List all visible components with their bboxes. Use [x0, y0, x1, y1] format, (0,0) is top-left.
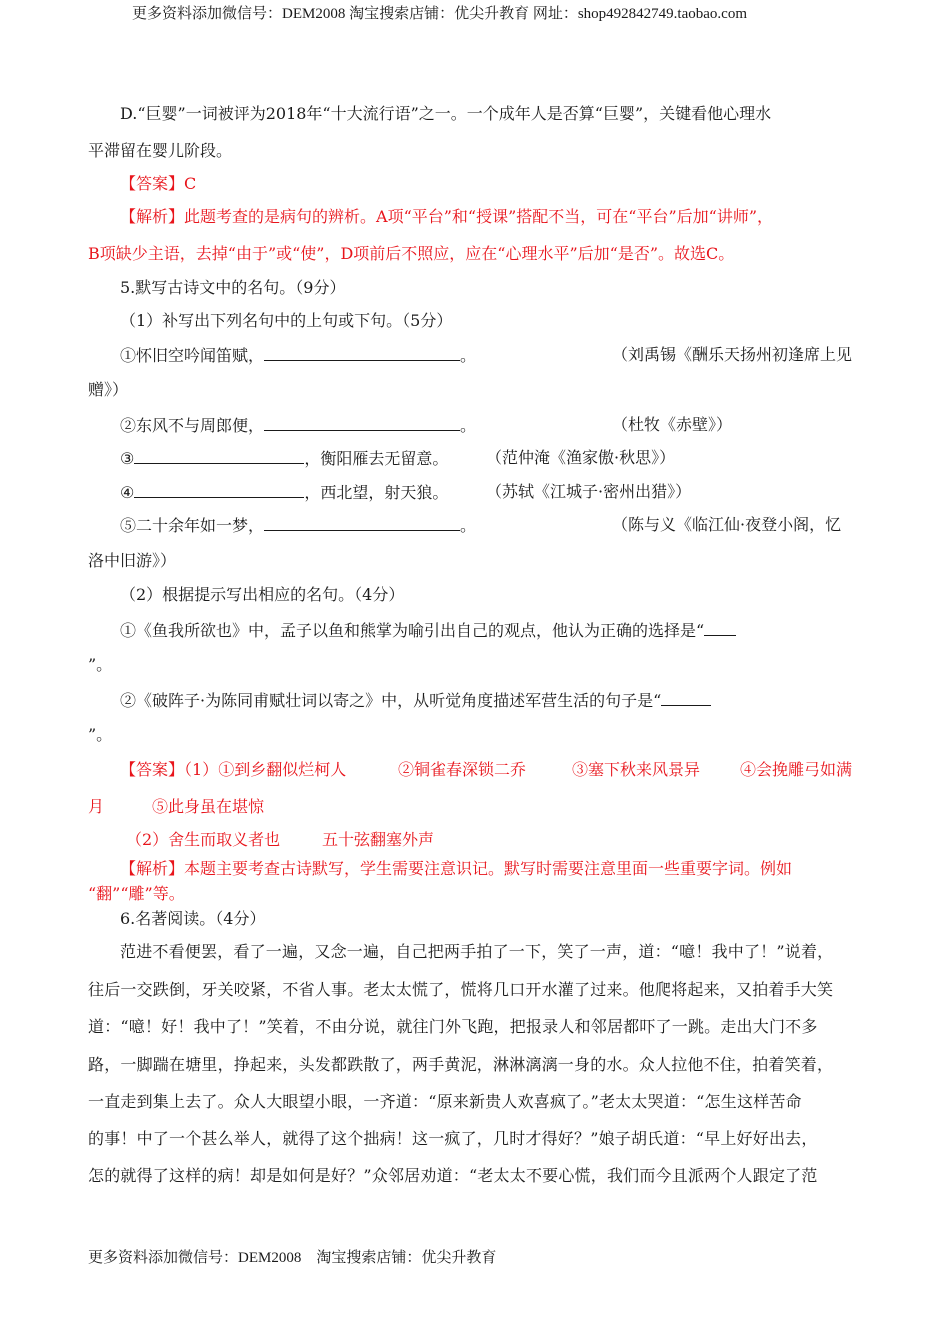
option-d-line1: D.“巨婴”一词被评为2018年“十大流行语”之一。一个成年人是否算“巨婴”，关键看他心理水 [120, 104, 772, 123]
q5-item4-source: （苏轼《江城子·密州出猎》） [486, 482, 692, 501]
passage-line: 路，一脚踹在塘里，挣起来，头发都跌散了，两手黄泥，淋淋漓漓一身的水。众人拉他不住，拍着笑着， [88, 1055, 834, 1074]
q5-item1-source: （刘禹锡《酬乐天扬州初逢席上见 [612, 345, 853, 364]
q5-analysis-text: 本题主要考查古诗默写，学生需要注意识记。默写时需要注意里面一些重要字词。例如 [184, 859, 793, 878]
p2-item1-text: ①《鱼我所欲也》中，孟子以鱼和熊掌为喻引出自己的观点，他认为正确的选择是“ [120, 621, 705, 640]
q4-analysis-line1 [120, 207, 773, 227]
q5-answer-label: 【答案】 [120, 760, 185, 779]
item2-end: 。 [460, 416, 477, 435]
item5-end: 。 [460, 516, 477, 535]
page-footer: 更多资料添加微信号：DEM2008 淘宝搜索店铺：优尖升教育 [88, 1250, 497, 1266]
q5-item1-source-cont: 赠》） [88, 380, 129, 399]
passage-line: 范进不看便罢，看了一遍，又念一遍，自己把两手拍了一下，笑了一声，道：“噫！我中了！”说着， [120, 942, 834, 961]
q5-analysis-line2: “翻”“雕”等。 [88, 884, 185, 903]
item1-text: ①怀旧空吟闻笛赋， [120, 346, 265, 365]
q5-p2-item1 [120, 620, 736, 641]
p2-item2-text: ②《破阵子·为陈同甫赋壮词以寄之》中，从听觉角度描述军营生活的句子是“ [120, 691, 662, 710]
q5-item3-source: （范仲淹《渔家傲·秋思》） [486, 448, 676, 467]
q6-title: 6.名著阅读。（4分） [120, 909, 266, 928]
passage-line: 道：“噫！好！我中了！”笑着，不由分说，就往门外飞跑，把报录人和邻居都吓了一跳。走出大门不多 [88, 1017, 818, 1036]
answer-label: 【答案】 [120, 174, 185, 193]
item2-blank [264, 415, 460, 431]
q4-answer [120, 174, 196, 194]
passage-line: 往后一交跌倒，牙关咬紧，不省人事。老太太慌了，慌将几口开水灌了过来。他爬将起来，又拍着手大笑 [88, 980, 834, 999]
q5-p2-item2 [120, 690, 711, 711]
item2-text: ②东风不与周郎便， [120, 416, 265, 435]
passage-line: 的事！中了一个甚么举人，就得了这个拙病！这一疯了，几时才得好？”娘子胡氏道：“早上好好出去， [88, 1129, 818, 1148]
answer-a2: ②铜雀春深锁二乔 [398, 760, 527, 779]
q5-analysis-line1 [120, 859, 792, 879]
item1-end: 。 [460, 346, 477, 365]
answer-part2-b: 五十弦翻塞外声 [322, 830, 435, 849]
q5-analysis-label: 【解析】 [120, 859, 185, 878]
q5-title: 5.默写古诗文中的名句。（9分） [120, 278, 346, 297]
q5-p2-item1-end: ”。 [88, 655, 113, 674]
analysis-text: 此题考查的是病句的辨析。A项“平台”和“授课”搭配不当，可在“平台”后加“讲师”， [184, 207, 774, 226]
passage-line: 一直走到集上去了。众人大眼望小眼，一齐道：“原来新贵人欢喜疯了。”老太太哭道：“怎生这样苦命 [88, 1092, 802, 1111]
answer-a3: ③塞下秋来风景异 [572, 760, 701, 779]
q5-item2 [120, 415, 476, 436]
q4-analysis-line2: B项缺少主语，去掉“由于”或“使”，D项前后不照应，应在“心理水平”后加“是否”。故选C。 [88, 244, 735, 263]
q5-item5-source: （陈与义《临江仙·夜登小阁，忆 [612, 515, 842, 534]
answer-a4-cont: 月 [88, 797, 105, 816]
option-d-line2: 平滞留在婴儿阶段。 [88, 141, 233, 160]
item5-blank [264, 515, 460, 531]
answer-part1: （1）①到乡翻似烂柯人 [184, 760, 347, 779]
p2-item1-blank [704, 620, 736, 636]
q5-item3 [120, 448, 448, 469]
item5-text: ⑤二十余年如一梦， [120, 516, 265, 535]
answer-a4: ④会挽雕弓如满 [740, 760, 853, 779]
q5-item1 [120, 345, 476, 366]
item3-text: ，衡阳雁去无留意。 [304, 449, 449, 468]
q5-p2-item2-end: ”。 [88, 725, 113, 744]
passage-line: 怎的就得了这样的病！却是如何是好？”众邻居劝道：“老太太不要心慌，我们而今且派两个人跟定了范 [88, 1166, 818, 1185]
page-header: 更多资料添加微信号：DEM2008 淘宝搜索店铺：优尖升教育 网址：shop492842749.taobao.com [132, 6, 747, 22]
item1-blank [264, 345, 460, 361]
item4-num: ④ [120, 483, 135, 502]
analysis-label: 【解析】 [120, 207, 185, 226]
answer-a5: ⑤此身虽在堪惊 [152, 797, 265, 816]
p2-item2-blank [661, 690, 711, 706]
answer-part2: （2）舍生而取义者也 [126, 830, 281, 849]
q5-answer-line1 [120, 760, 346, 780]
q5-item5-source-cont: 洛中旧游》） [88, 551, 177, 570]
item3-blank [134, 448, 304, 464]
item4-text: ，西北望，射天狼。 [304, 483, 449, 502]
item3-num: ③ [120, 449, 135, 468]
q5-item5 [120, 515, 476, 536]
answer-value: C [184, 174, 197, 193]
q5-part2-title: （2）根据提示写出相应的名句。（4分） [120, 585, 405, 604]
item4-blank [134, 482, 304, 498]
q5-part1-title: （1）补写出下列名句中的上句或下句。（5分） [120, 311, 453, 330]
q5-item4 [120, 482, 448, 503]
q5-item2-source: （杜牧《赤壁》） [612, 415, 733, 434]
